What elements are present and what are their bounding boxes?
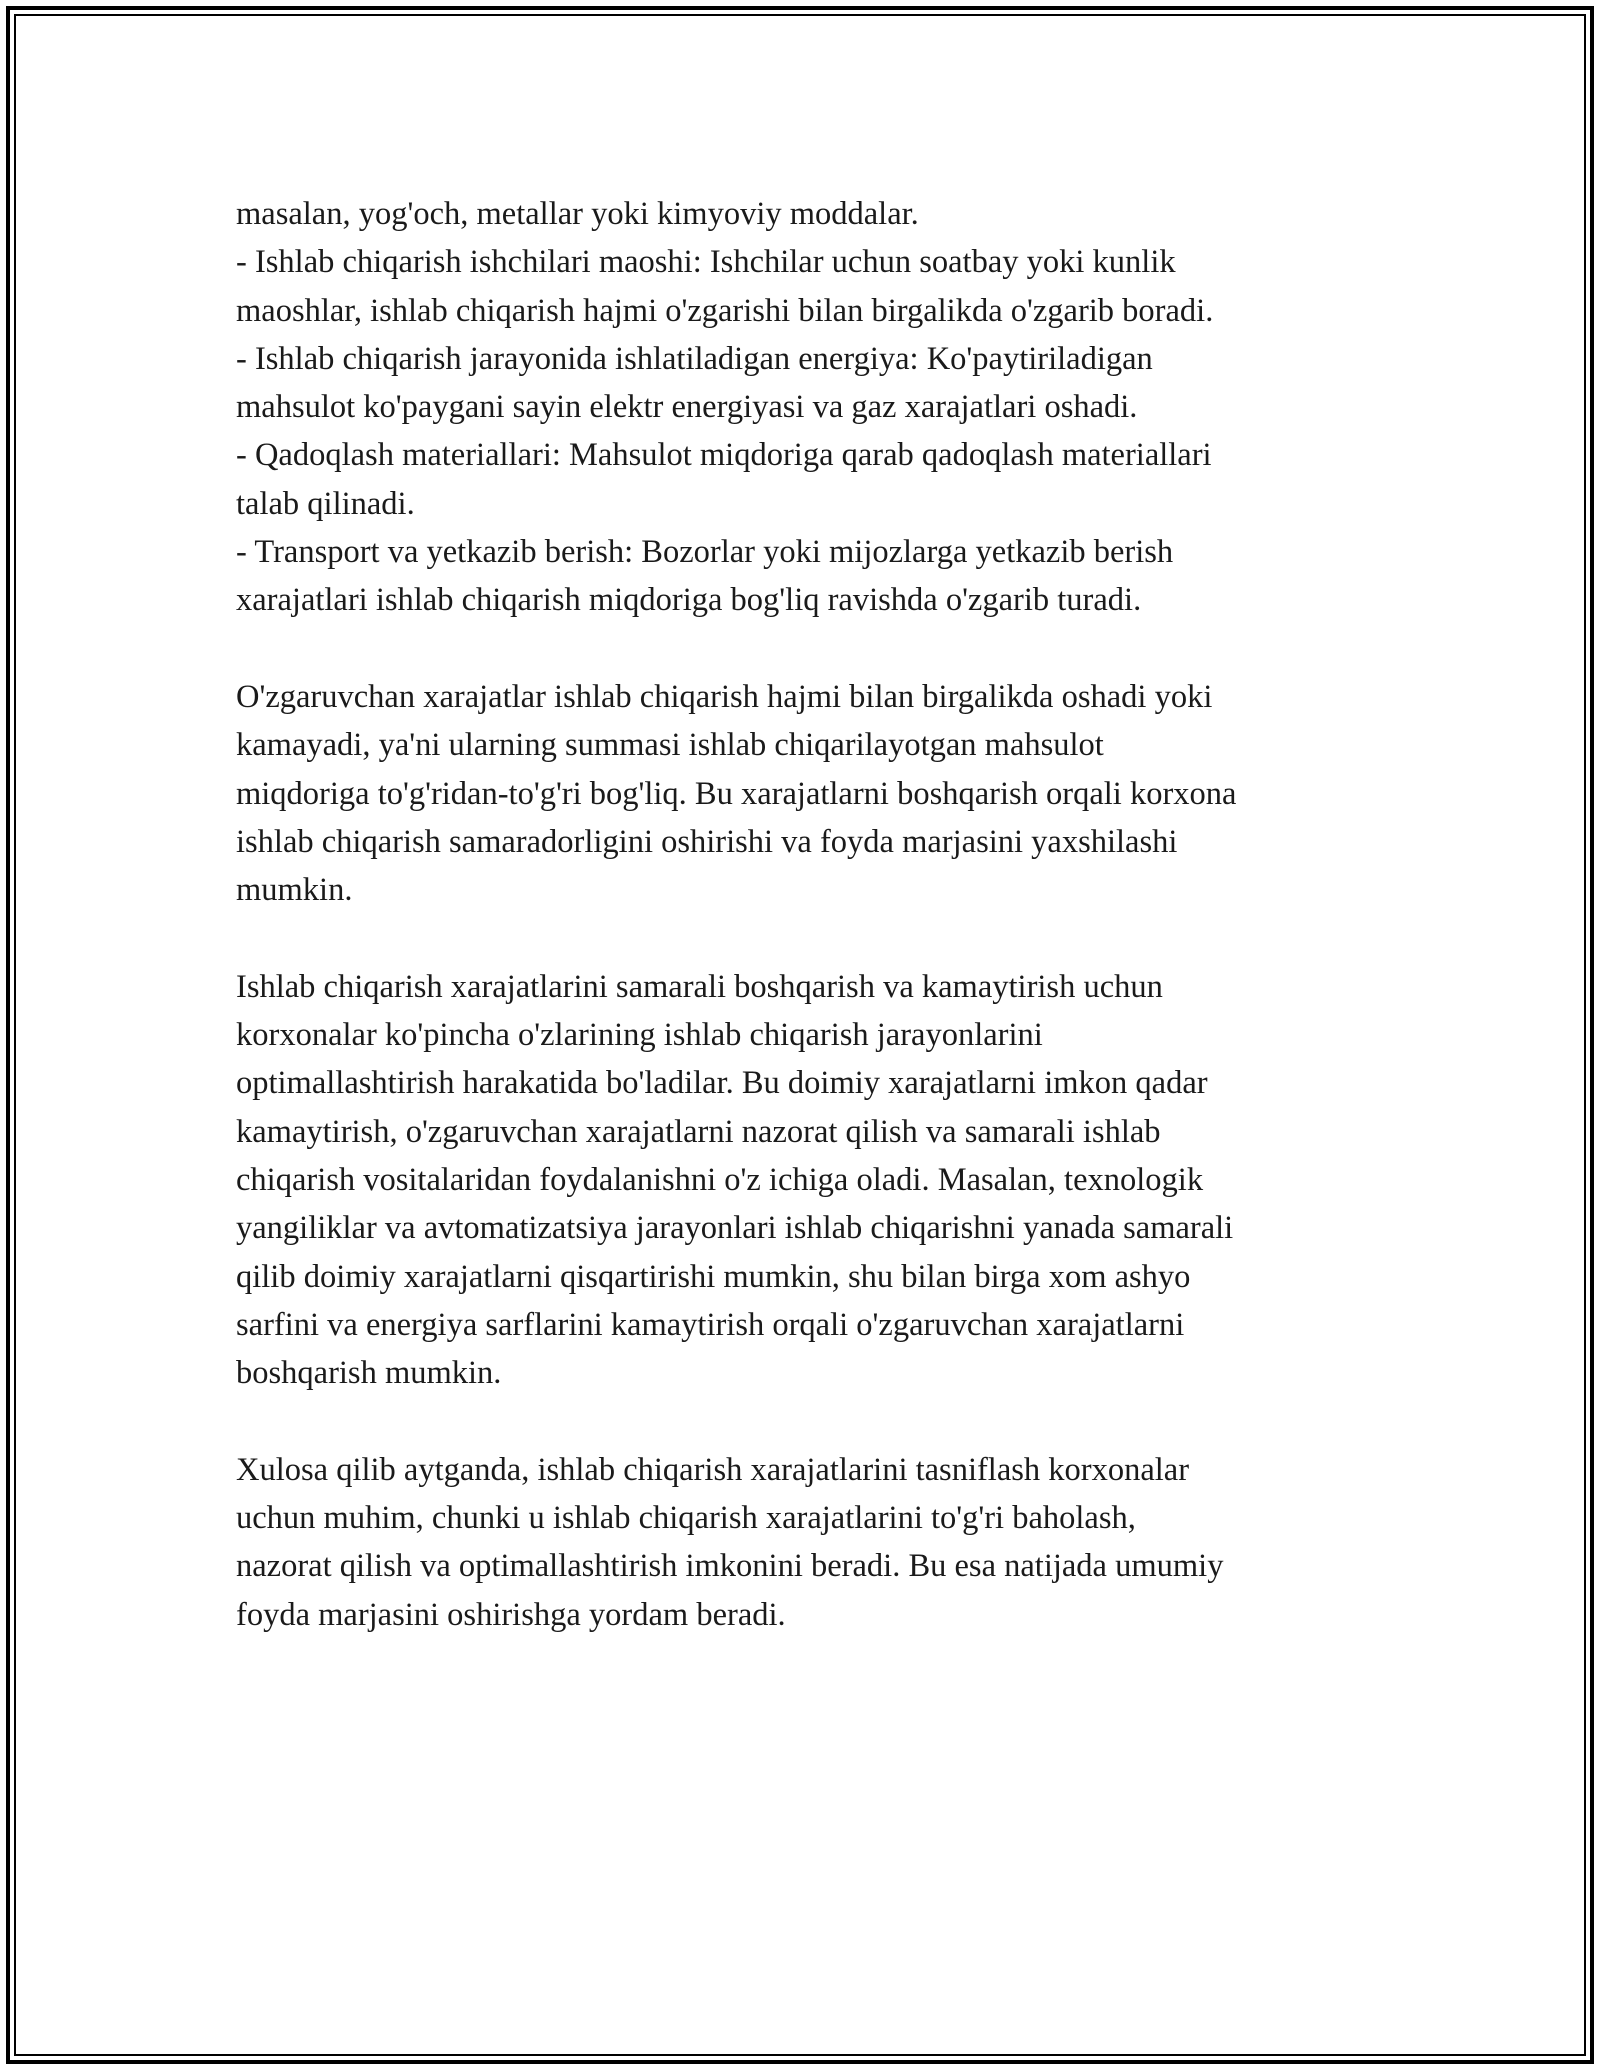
- text-line: boshqarish mumkin.: [236, 1355, 502, 1392]
- text-line: - Transport va yetkazib berish: Bozorlar yoki mijozlarga yetkazib berish: [236, 534, 1174, 571]
- text-line: korxonalar ko'pincha o'zlarining ishlab chiqarish jarayonlarini: [236, 1017, 1043, 1054]
- text-line: masalan, yog'och, metallar yoki kimyoviy moddalar.: [236, 196, 919, 232]
- text-line: chiqarish vositalaridan foydalanishni o'z ichiga oladi. Masalan, texnologik: [236, 1161, 1204, 1198]
- text-line: mahsulot ko'paygani sayin elektr energiyasi va gaz xarajatlari oshadi.: [236, 389, 1138, 426]
- text-line: nazorat qilish va optimallashtirish imkonini beradi. Bu esa natijada umumiy: [236, 1548, 1224, 1585]
- text-line: sarfini va energiya sarflarini kamaytirish orqali o'zgaruvchan xarajatlarni: [236, 1306, 1185, 1343]
- text-line: O'zgaruvchan xarajatlar ishlab chiqarish hajmi bilan birgalikda oshadi yoki: [236, 678, 1213, 715]
- text-line: talab qilinadi.: [236, 485, 415, 522]
- text-line: uchun muhim, chunki u ishlab chiqarish xarajatlarini to'g'ri baholash,: [236, 1500, 1136, 1537]
- paragraph-conclusion: [236, 1446, 1376, 1639]
- text-line: mumkin.: [236, 872, 353, 909]
- text-line: qilib doimiy xarajatlarni qisqartirishi mumkin, shu bilan birga xom ashyo: [236, 1258, 1191, 1295]
- paragraph-cost-management: [236, 963, 1376, 1398]
- text-line: - Ishlab chiqarish jarayonida ishlatiladigan energiya: Ko'paytiriladigan: [236, 340, 1153, 377]
- text-line: maoshlar, ishlab chiqarish hajmi o'zgarishi bilan birgalikda o'zgarib boradi.: [236, 292, 1214, 329]
- text-line: kamaytirish, o'zgaruvchan xarajatlarni nazorat qilish va samarali ishlab: [236, 1113, 1161, 1150]
- text-line: kamayadi, ya'ni ularning summasi ishlab chiqarilayotgan mahsulot: [236, 727, 1104, 764]
- paragraph-variable-costs: [236, 673, 1376, 914]
- text-line: xarajatlari ishlab chiqarish miqdoriga bog'liq ravishda o'zgarib turadi.: [236, 582, 1142, 619]
- text-line: - Ishlab chiqarish ishchilari maoshi: Ishchilar uchun soatbay yoki kunlik: [236, 244, 1176, 281]
- text-line: ishlab chiqarish samaradorligini oshirishi va foyda marjasini yaxshilashi: [236, 823, 1178, 860]
- paragraph-variable-cost-list: [236, 190, 1376, 625]
- text-line: optimallashtirish harakatida bo'ladilar. Bu doimiy xarajatlarni imkon qadar: [236, 1065, 1208, 1102]
- text-line: Xulosa qilib aytganda, ishlab chiqarish xarajatlarini tasniflash korxonalar: [236, 1451, 1190, 1488]
- text-line: Ishlab chiqarish xarajatlarini samarali boshqarish va kamaytirish uchun: [236, 968, 1163, 1005]
- text-line: - Qadoqlash materiallari: Mahsulot miqdoriga qarab qadoqlash materiallari: [236, 437, 1212, 474]
- text-line: yangiliklar va avtomatizatsiya jarayonlari ishlab chiqarishni yanada samarali: [236, 1210, 1234, 1247]
- document-body: [236, 190, 1376, 1687]
- text-line: miqdoriga to'g'ridan-to'g'ri bog'liq. Bu xarajatlarni boshqarish orqali korxona: [236, 775, 1237, 812]
- text-line: foyda marjasini oshirishga yordam beradi.: [236, 1596, 786, 1633]
